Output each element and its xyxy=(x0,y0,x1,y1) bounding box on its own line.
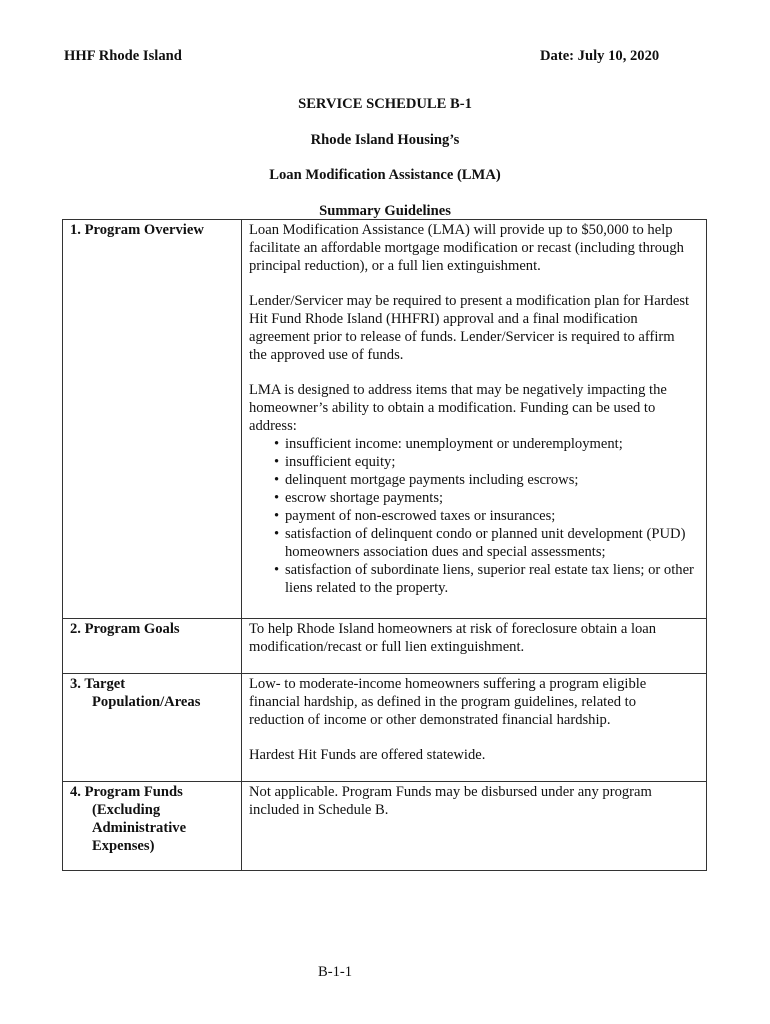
summary-title: Summary Guidelines xyxy=(319,203,451,219)
row-label: 1. Program Overview xyxy=(70,222,204,238)
list-item: • payment of non-escrowed taxes or insurances; xyxy=(275,507,694,525)
schedule-title: SERVICE SCHEDULE B-1 xyxy=(298,96,472,112)
paragraph: Not applicable. Program Funds may be disbursed under any program included in Schedule B. xyxy=(249,784,652,818)
row-label: 3. Target xyxy=(70,676,126,692)
table-row xyxy=(63,674,707,782)
organization-title: Rhode Island Housing’s xyxy=(310,132,460,148)
paragraph: Hardest Hit Funds are offered statewide. xyxy=(249,747,486,763)
row-label-continued: Expenses) xyxy=(92,838,155,854)
page-number: B-1-1 xyxy=(317,964,353,980)
row-label-continued: Administrative xyxy=(92,820,187,836)
list-item: • satisfaction of delinquent condo or planned unit development (PUD) homeowners association dues and special assessments; xyxy=(275,525,694,561)
program-title: Loan Modification Assistance (LMA) xyxy=(269,167,501,183)
paragraph: Lender/Servicer may be required to present a modification plan for Hardest Hit Fund Rhode Island (HHFRI) approval and a final modification agreement prior to release of funds. Lender/Servicer is required to affirm the approved use of funds. xyxy=(249,293,690,363)
bullet-list xyxy=(249,435,694,597)
list-item: • escrow shortage payments; xyxy=(275,489,694,507)
header-date: Date: July 10, 2020 xyxy=(540,48,660,64)
row-label: 2. Program Goals xyxy=(70,621,180,637)
paragraph: To help Rhode Island homeowners at risk of foreclosure obtain a loan modification/recast or full lien extinguishment. xyxy=(249,621,657,655)
list-item: • insufficient equity; xyxy=(275,453,694,471)
table-row xyxy=(63,220,707,619)
row-label-continued: Population/Areas xyxy=(92,694,201,710)
list-item: • satisfaction of subordinate liens, superior real estate tax liens; or other liens related to the property. xyxy=(275,561,694,597)
row-content-cell xyxy=(242,619,707,674)
list-item: • insufficient income: unemployment or underemployment; xyxy=(275,435,694,453)
paragraph: Loan Modification Assistance (LMA) will provide up to $50,000 to help facilitate an affordable mortgage modification or recast (including through principal reduction), or a full lien extinguishment. xyxy=(249,222,684,274)
list-item: • delinquent mortgage payments including escrows; xyxy=(275,471,694,489)
header-left: HHF Rhode Island xyxy=(64,48,182,64)
table-row xyxy=(63,619,707,674)
paragraph: LMA is designed to address items that may be negatively impacting the homeowner’s ability to obtain a modification. Funding can be used to address: xyxy=(249,382,667,434)
row-label-cell xyxy=(63,220,242,619)
row-content-cell xyxy=(242,782,707,871)
guidelines-table xyxy=(62,219,707,871)
row-label: 4. Program Funds xyxy=(70,784,183,800)
row-label-cell xyxy=(63,619,242,674)
row-label-cell xyxy=(63,782,242,871)
row-label-continued: (Excluding xyxy=(92,802,161,818)
row-content-cell xyxy=(242,220,707,619)
table-row xyxy=(63,782,707,871)
row-label-cell xyxy=(63,674,242,782)
paragraph: Low- to moderate-income homeowners suffering a program eligible financial hardship, as defined in the program guidelines, related to reduction of income or other demonstrated financial hardship. xyxy=(249,676,647,728)
row-content-cell xyxy=(242,674,707,782)
